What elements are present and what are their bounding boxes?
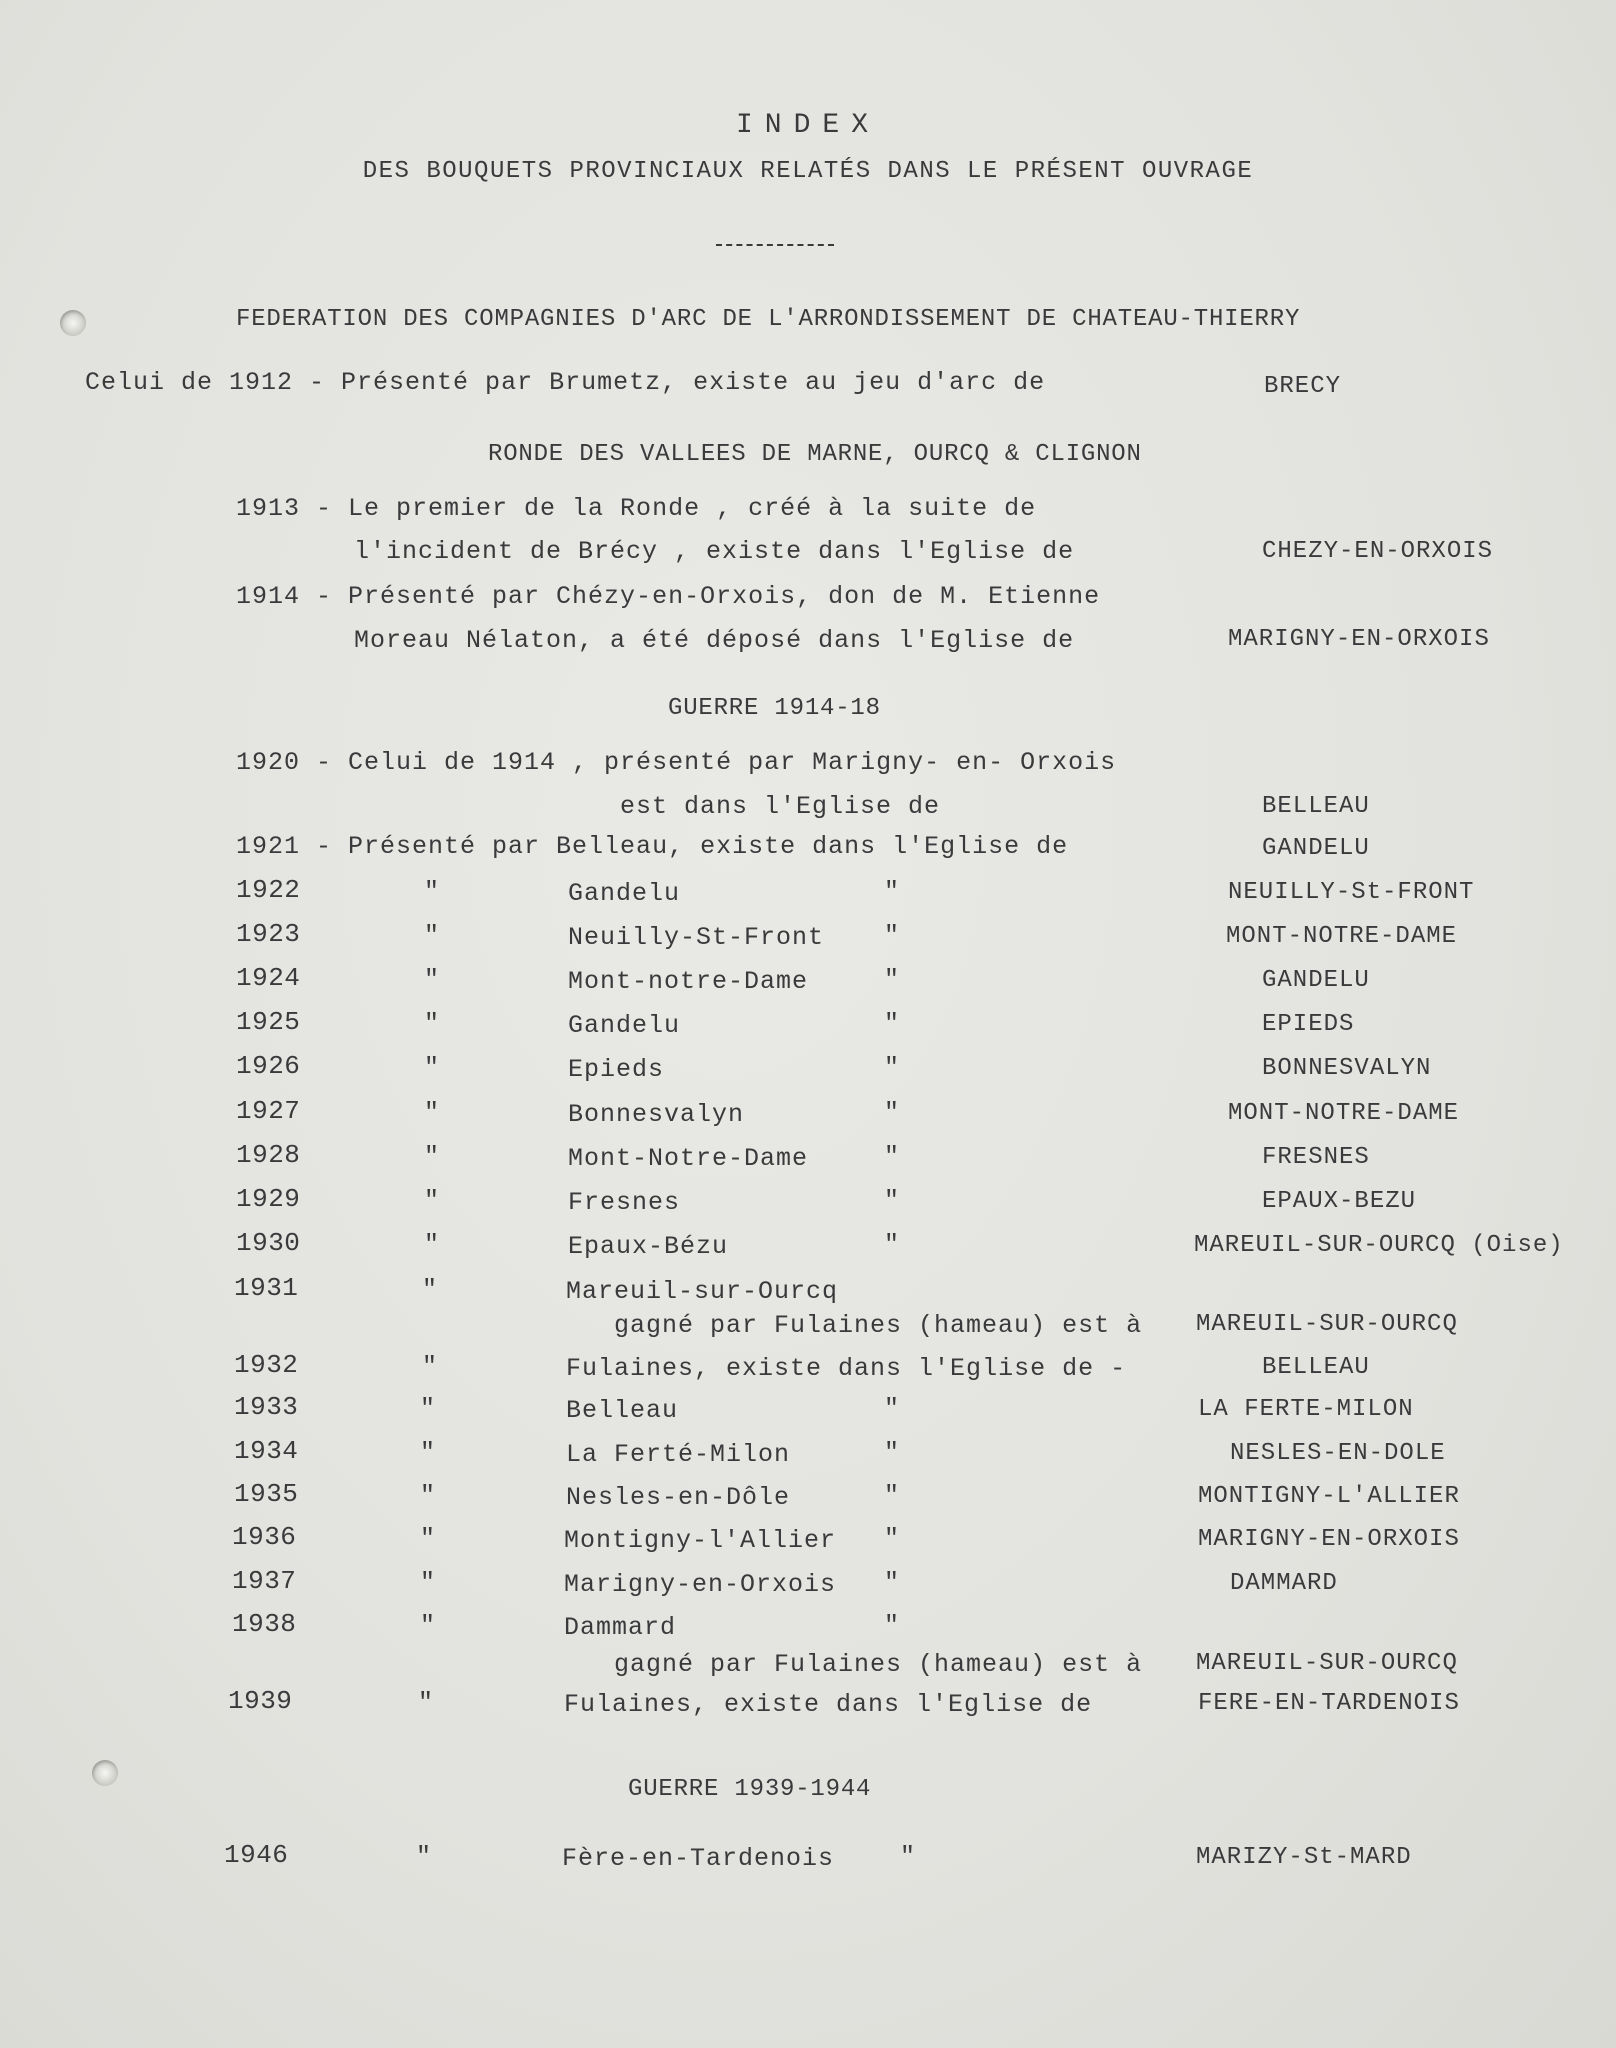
row-year: 1923 (236, 919, 301, 949)
row-year: 1927 (236, 1096, 301, 1126)
row-from: Fère-en-Tardenois (562, 1844, 835, 1873)
row-ditto: " (420, 1438, 437, 1467)
row-ditto: " (884, 1524, 901, 1553)
row-from: Fresnes (568, 1188, 681, 1217)
row-ditto: " (900, 1842, 917, 1871)
row-destination: MONT-NOTRE-DAME (1228, 1100, 1460, 1127)
title-rule (716, 244, 834, 249)
row-ditto: " (420, 1481, 437, 1510)
row-year: 1935 (234, 1479, 299, 1509)
row-ditto: " (424, 1230, 441, 1259)
row-ditto: " (884, 1053, 901, 1082)
row-year: 1937 (232, 1566, 297, 1596)
row-ditto: " (420, 1611, 437, 1640)
row-destination: MONT-NOTRE-DAME (1226, 923, 1458, 950)
place-1920: BELLEAU (1262, 793, 1370, 820)
row-destination: FRESNES (1262, 1144, 1370, 1171)
row-from: Bonnesvalyn (568, 1100, 745, 1129)
row-year: 1946 (224, 1840, 289, 1870)
entry-1912: Celui de 1912 - Présenté par Brumetz, existe au jeu d'arc de (85, 368, 1046, 397)
row-ditto: " (424, 965, 441, 994)
row-year: 1934 (234, 1436, 299, 1466)
place-1914: MARIGNY-EN-ORXOIS (1228, 626, 1490, 653)
row-year: 1930 (236, 1228, 301, 1258)
row-destination: DAMMARD (1230, 1570, 1338, 1597)
row-year: 1922 (236, 875, 301, 905)
row-destination: LA FERTE-MILON (1198, 1396, 1414, 1423)
row-ditto: " (884, 921, 901, 950)
row-year: 1938 (232, 1609, 297, 1639)
entry-1913-line2: l'incident de Brécy , existe dans l'Eglise de (354, 537, 1075, 566)
place-1921: GANDELU (1262, 835, 1370, 862)
row-from: Belleau (566, 1396, 679, 1425)
row-from: Epieds (568, 1055, 665, 1084)
row-destination: BELLEAU (1262, 1354, 1370, 1381)
entry-1914-line2: Moreau Nélaton, a été déposé dans l'Eglise de (354, 626, 1075, 655)
row-ditto: " (422, 1275, 439, 1304)
row-destination: GANDELU (1262, 967, 1370, 994)
row-ditto: " (884, 877, 901, 906)
row-year: 1931 (234, 1273, 299, 1303)
row-destination: BONNESVALYN (1262, 1055, 1432, 1082)
entry-1921: 1921 - Présenté par Belleau, existe dans l'Eglise de (236, 832, 1069, 861)
entry-1920-line2: est dans l'Eglise de (620, 792, 941, 821)
section-war-1939: GUERRE 1939-1944 (628, 1776, 872, 1803)
row-destination: FERE-EN-TARDENOIS (1198, 1690, 1460, 1717)
row-ditto: " (424, 1142, 441, 1171)
row-from: Montigny-l'Allier (564, 1526, 837, 1555)
row-from: Nesles-en-Dôle (566, 1483, 791, 1512)
row-ditto: " (420, 1394, 437, 1423)
row-destination: NESLES-EN-DOLE (1230, 1440, 1446, 1467)
row-note: gagné par Fulaines (hameau) est à (614, 1650, 1143, 1679)
row-destination: MARIGNY-EN-ORXOIS (1198, 1526, 1460, 1553)
row-from: Mont-notre-Dame (568, 967, 809, 996)
row-ditto: " (424, 877, 441, 906)
row-ditto: " (424, 1186, 441, 1215)
row-ditto: " (884, 1186, 901, 1215)
row-from: Marigny-en-Orxois (564, 1570, 837, 1599)
row-ditto: " (884, 1009, 901, 1038)
row-year: 1929 (236, 1184, 301, 1214)
row-from: La Ferté-Milon (566, 1440, 791, 1469)
row-from: Neuilly-St-Front (568, 923, 825, 952)
row-destination: MAREUIL-SUR-OURCQ (1196, 1311, 1458, 1338)
entry-1920-line1: 1920 - Celui de 1914 , présenté par Marigny- en- Orxois (236, 748, 1117, 777)
row-ditto: " (884, 1611, 901, 1640)
row-ditto: " (416, 1842, 433, 1871)
row-destination: EPAUX-BEZU (1262, 1188, 1417, 1215)
place-1913: CHEZY-EN-ORXOIS (1262, 538, 1494, 565)
entry-1913-line1: 1913 - Le premier de la Ronde , créé à la suite de (236, 494, 1037, 523)
row-ditto: " (424, 1053, 441, 1082)
row-year: 1925 (236, 1007, 301, 1037)
index-subtitle: DES BOUQUETS PROVINCIAUX RELATÉS DANS LE PRÉSENT OUVRAGE (362, 158, 1254, 185)
row-ditto: " (884, 1142, 901, 1171)
row-year: 1924 (236, 963, 301, 993)
row-from: Mareuil-sur-Ourcq (566, 1277, 839, 1306)
row-from: Mont-Notre-Dame (568, 1144, 809, 1173)
section-war-1914: GUERRE 1914-18 (668, 695, 881, 722)
place-1912: BRECY (1264, 373, 1342, 400)
row-destination: MARIZY-St-MARD (1196, 1844, 1412, 1871)
row-destination: MAREUIL-SUR-OURCQ (Oise) (1194, 1232, 1564, 1259)
row-ditto: " (884, 1438, 901, 1467)
row-ditto: " (884, 1568, 901, 1597)
row-ditto: " (884, 1098, 901, 1127)
row-ditto: " (884, 1230, 901, 1259)
row-destination: MAREUIL-SUR-OURCQ (1196, 1650, 1458, 1677)
row-ditto: " (424, 921, 441, 950)
row-year: 1926 (236, 1051, 301, 1081)
row-year: 1936 (232, 1522, 297, 1552)
row-year: 1928 (236, 1140, 301, 1170)
row-destination: MONTIGNY-L'ALLIER (1198, 1483, 1460, 1510)
section-federation: FEDERATION DES COMPAGNIES D'ARC DE L'ARRONDISSEMENT DE CHATEAU-THIERRY (236, 306, 1301, 333)
punch-hole-mark (92, 1760, 118, 1786)
row-from: Fulaines, existe dans l'Eglise de (564, 1690, 1093, 1719)
row-ditto: " (884, 1394, 901, 1423)
row-destination: NEUILLY-St-FRONT (1228, 879, 1475, 906)
row-from: Epaux-Bézu (568, 1232, 729, 1261)
row-ditto: " (420, 1524, 437, 1553)
row-year: 1939 (228, 1686, 293, 1716)
index-title: INDEX (735, 110, 880, 141)
row-from: Gandelu (568, 1011, 681, 1040)
row-from: Gandelu (568, 879, 681, 908)
row-ditto: " (884, 965, 901, 994)
row-from: Dammard (564, 1613, 677, 1642)
row-note: gagné par Fulaines (hameau) est à (614, 1311, 1143, 1340)
section-ronde: RONDE DES VALLEES DE MARNE, OURCQ & CLIGNON (488, 441, 1142, 468)
punch-hole-mark (60, 310, 86, 336)
row-from: Fulaines, existe dans l'Eglise de - (566, 1354, 1127, 1383)
row-ditto: " (884, 1481, 901, 1510)
row-ditto: " (422, 1352, 439, 1381)
row-ditto: " (418, 1688, 435, 1717)
row-ditto: " (424, 1098, 441, 1127)
entry-1914-line1: 1914 - Présenté par Chézy-en-Orxois, don de M. Etienne (236, 582, 1101, 611)
row-ditto: " (424, 1009, 441, 1038)
row-destination: EPIEDS (1262, 1011, 1355, 1038)
row-year: 1933 (234, 1392, 299, 1422)
row-year: 1932 (234, 1350, 299, 1380)
row-ditto: " (420, 1568, 437, 1597)
